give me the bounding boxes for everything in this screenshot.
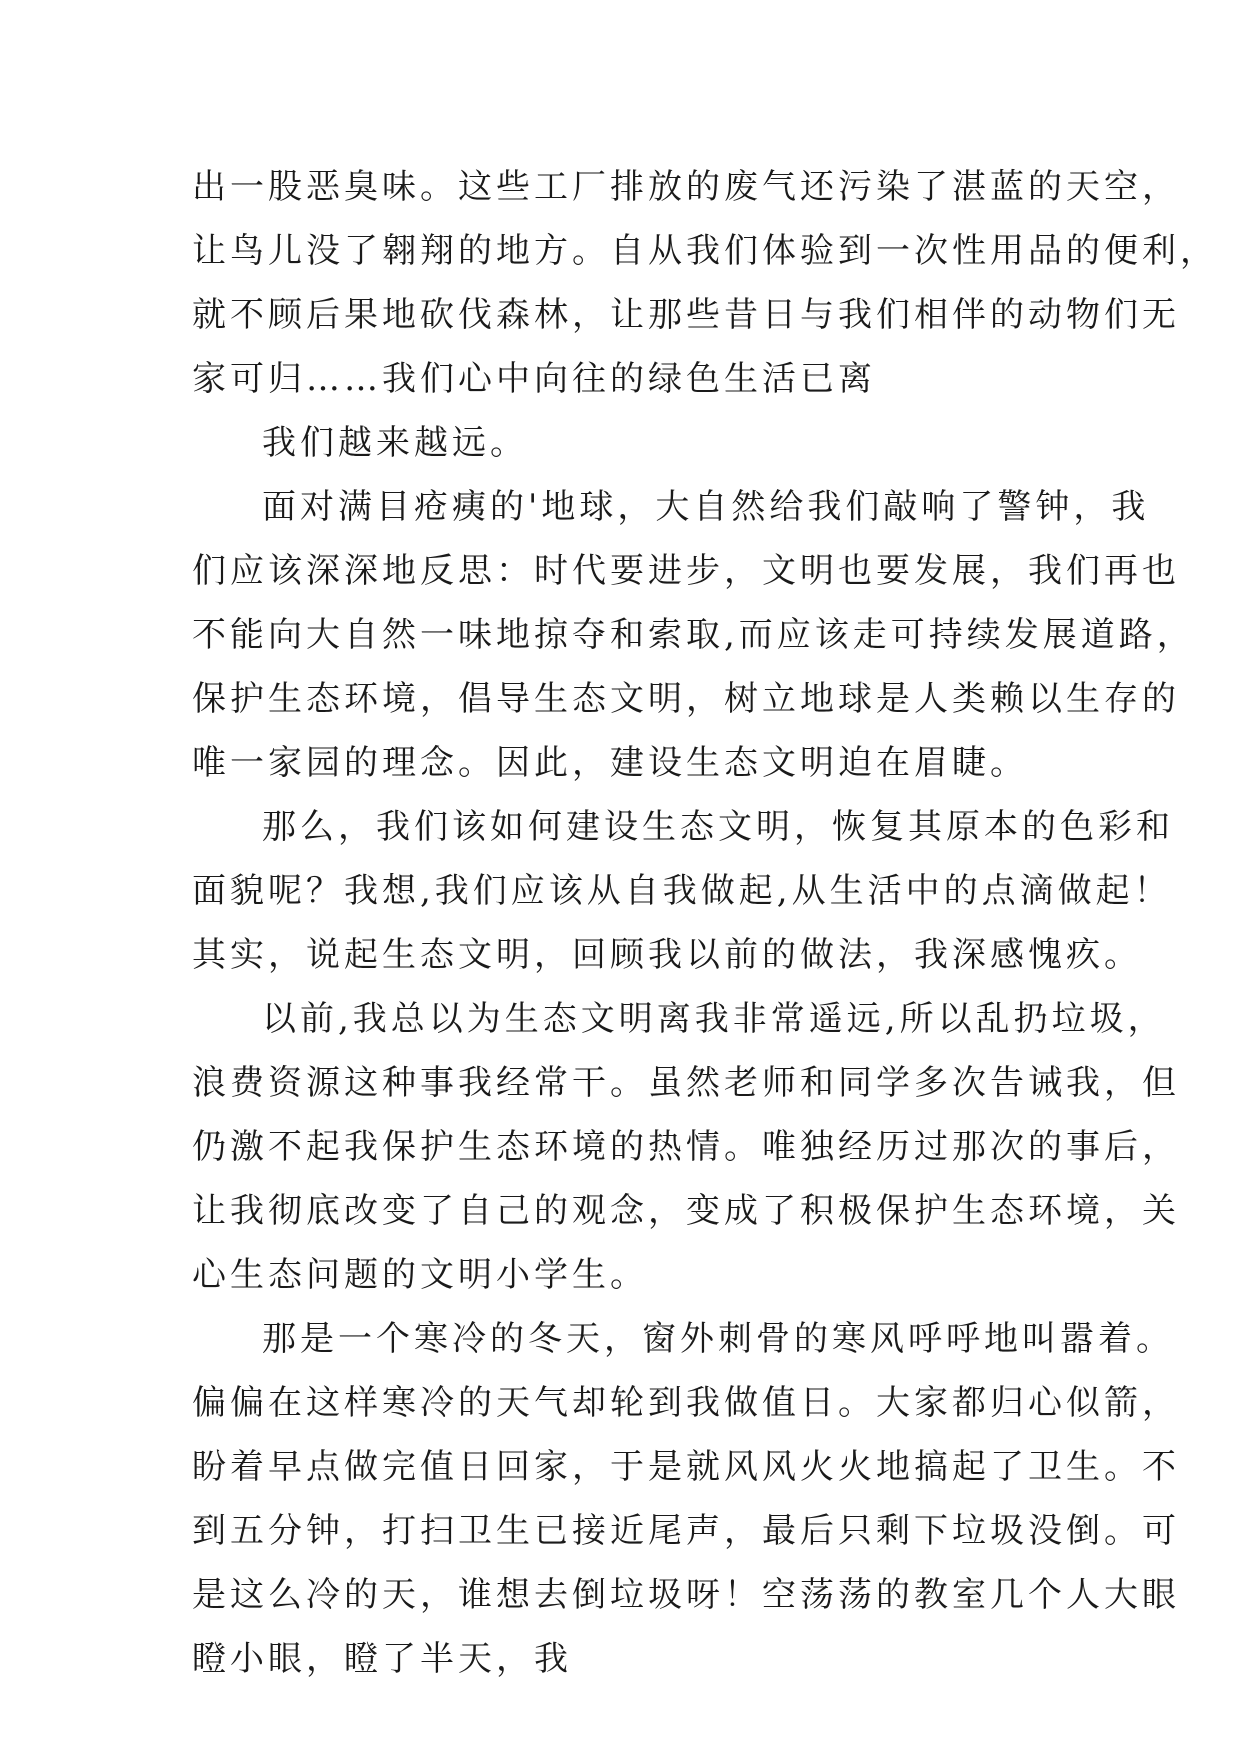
text-line: 让鸟儿没了翱翔的地方。自从我们体验到一次性用品的便利， [192,231,1218,271]
paragraph-start-line: 我们越来越远。 [262,423,528,463]
text-line: 让我彻底改变了自己的观念，变成了积极保护生态环境，关 [192,1191,1180,1231]
text-line: 唯一家园的理念。因此，建设生态文明迫在眉睫。 [192,743,1028,783]
text-line: 其实，说起生态文明，回顾我以前的做法，我深感愧疚。 [192,935,1142,975]
text-line: 偏偏在这样寒冷的天气却轮到我做值日。大家都归心似箭， [192,1383,1180,1423]
text-line: 就不顾后果地砍伐森林，让那些昔日与我们相伴的动物们无 [192,295,1180,335]
text-line: 瞪小眼，瞪了半天，我 [192,1639,572,1679]
text-line: 浪费资源这种事我经常干。虽然老师和同学多次告诫我，但 [192,1063,1180,1103]
text-line: 家可归……我们心中向往的绿色生活已离 [192,359,876,399]
body-text [192,155,1218,1691]
text-line: 盼着早点做完值日回家，于是就风风火火地搞起了卫生。不 [192,1447,1180,1487]
text-line: 面貌呢？我想,我们应该从自我做起,从生活中的点滴做起！ [192,871,1172,911]
paragraph-start-line: 面对满目疮痍的'地球，大自然给我们敲响了警钟，我 [262,487,1150,527]
text-line: 是这么冷的天，谁想去倒垃圾呀！空荡荡的教室几个人大眼 [192,1575,1180,1615]
text-line: 不能向大自然一味地掠夺和索取,而应该走可持续发展道路， [192,615,1195,655]
paragraph-start-line: 那么，我们该如何建设生态文明，恢复其原本的色彩和 [262,807,1174,847]
text-line: 们应该深深地反思：时代要进步，文明也要发展，我们再也 [192,551,1180,591]
text-line: 到五分钟，打扫卫生已接近尾声，最后只剩下垃圾没倒。可 [192,1511,1180,1551]
text-line: 仍激不起我保护生态环境的热情。唯独经历过那次的事后， [192,1127,1180,1167]
text-line: 出一股恶臭味。这些工厂排放的废气还污染了湛蓝的天空， [192,167,1180,207]
text-line: 保护生态环境，倡导生态文明，树立地球是人类赖以生存的 [192,679,1180,719]
text-line: 心生态问题的文明小学生。 [192,1255,648,1295]
paragraph-start-line: 那是一个寒冷的冬天，窗外刺骨的寒风呼呼地叫嚣着。 [262,1319,1174,1359]
paragraph-start-line: 以前,我总以为生态文明离我非常遥远,所以乱扔垃圾， [262,999,1166,1039]
